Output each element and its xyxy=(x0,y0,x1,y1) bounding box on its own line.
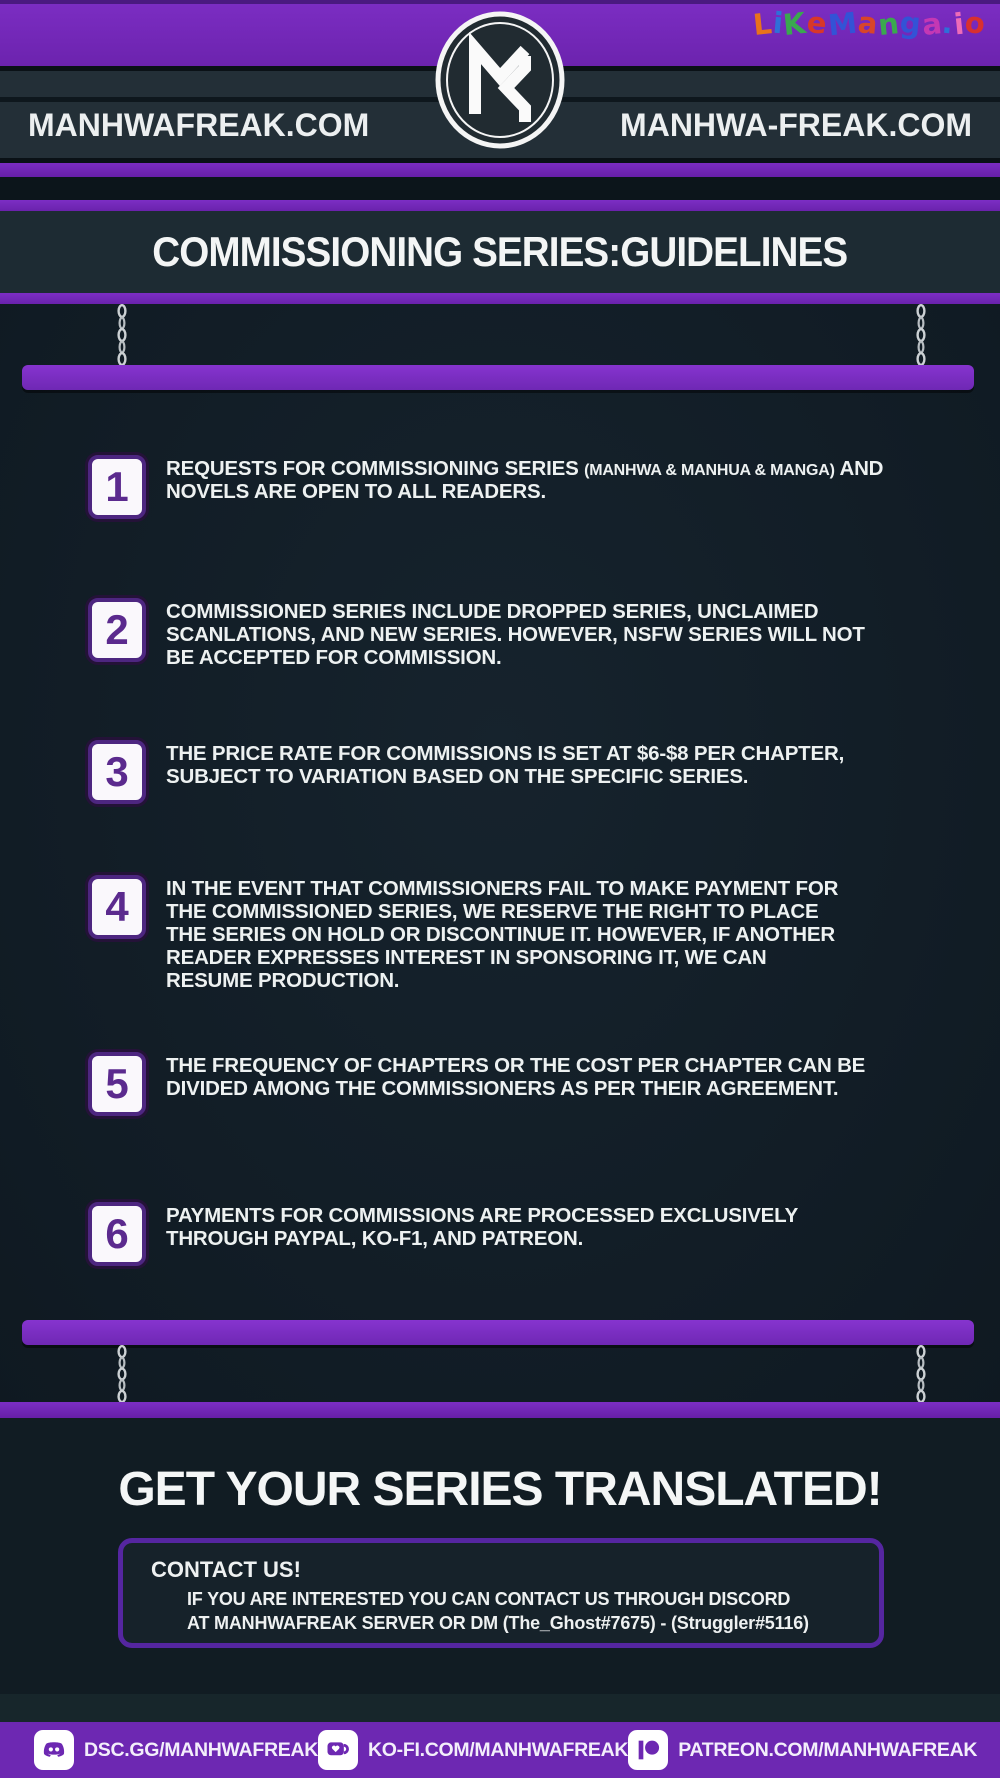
guideline-item xyxy=(88,1052,960,1116)
left-domain-text: MANHWAFREAK.COM xyxy=(28,107,370,143)
hanging-bar-top xyxy=(22,365,974,390)
patreon-icon xyxy=(628,1730,668,1770)
guideline-item xyxy=(88,598,960,670)
item-number-badge: 1 xyxy=(88,455,146,519)
patreon-link[interactable] xyxy=(628,1730,977,1770)
item-number-badge: 3 xyxy=(88,740,146,804)
guidelines-board xyxy=(0,304,1000,1418)
watermark-letter: a xyxy=(856,5,880,41)
watermark-letter: . xyxy=(940,5,956,41)
page-title: COMMISSIONING SERIES:GUIDELINES xyxy=(152,228,848,275)
manhwafreak-logo-icon xyxy=(433,8,567,152)
title-banner xyxy=(0,200,1000,304)
item-number-badge: 2 xyxy=(88,598,146,662)
contact-box xyxy=(118,1538,884,1648)
guideline-item xyxy=(88,455,960,519)
watermark-letter: n xyxy=(876,5,902,43)
watermark-letter: g xyxy=(898,5,923,41)
item-text-main: REQUESTS FOR COMMISSIONING SERIES xyxy=(166,457,585,480)
hanging-bar-bottom xyxy=(22,1320,974,1345)
title-band xyxy=(0,211,1000,293)
watermark-letter: M xyxy=(826,5,860,43)
watermark-letter: a xyxy=(919,6,944,42)
item-text: PAYMENTS FOR COMMISSIONS ARE PROCESSED EXCLUSIVELY THROUGH PAYPAL, KO-F1, AND PATREON. xyxy=(166,1204,798,1250)
right-domain-text: MANHWA-FREAK.COM xyxy=(620,107,972,143)
item-number-badge: 6 xyxy=(88,1202,146,1266)
guideline-item xyxy=(88,875,960,993)
footer xyxy=(0,1418,1000,1778)
chain-icon xyxy=(116,304,128,366)
chain-icon xyxy=(915,304,927,366)
kofi-link-label: KO-FI.COM/MANHWAFREAK xyxy=(368,1738,629,1761)
contact-line: IF YOU ARE INTERESTED YOU CAN CONTACT US THROUGH DISCORD xyxy=(187,1589,791,1609)
cta-heading: GET YOUR SERIES TRANSLATED! xyxy=(118,1463,882,1516)
contact-title: CONTACT US! xyxy=(151,1557,301,1582)
discord-icon xyxy=(34,1730,74,1770)
purple-underline-stripe xyxy=(0,163,1000,177)
watermark-letter: K xyxy=(781,5,809,43)
item-text: IN THE EVENT THAT COMMISSIONERS FAIL TO MAKE PAYMENT FOR THE COMMISSIONED SERIES, WE RESERVE THE RIGHT TO PLACE THE SERIES ON HOLD OR DISCONTINUE IT. HOWEVER, IF ANOTHER READER EXPRESSES INTEREST IN SPONSORING IT, WE CAN RESUME PRODUCTION. xyxy=(166,877,839,992)
kofi-link[interactable] xyxy=(318,1730,628,1770)
item-text: THE FREQUENCY OF CHAPTERS OR THE COST PER CHAPTER CAN BE DIVIDED AMONG THE COMMISSIONERS AS PER THEIR AGREEMENT. xyxy=(166,1054,866,1100)
watermark-letter: i xyxy=(952,6,967,42)
title-stripe-bottom xyxy=(0,293,1000,304)
item-number-badge: 4 xyxy=(88,875,146,939)
discord-link-label: DSC.GG/MANHWAFREAK xyxy=(84,1738,319,1761)
contact-line: AT MANHWAFREAK SERVER OR DM (The_Ghost#7675) - (Struggler#5116) xyxy=(187,1613,809,1633)
guideline-item xyxy=(88,1202,960,1266)
item-number-badge: 5 xyxy=(88,1052,146,1116)
kofi-icon xyxy=(318,1730,358,1770)
item-text-main: AND NOVELS ARE OPEN TO ALL READERS. xyxy=(166,457,884,503)
footer-links-bar xyxy=(0,1722,1000,1778)
watermark-letter: e xyxy=(805,5,830,41)
title-stripe-top xyxy=(0,200,1000,211)
item-text xyxy=(166,455,916,504)
chain-icon xyxy=(915,1345,927,1403)
watermark-letter: L xyxy=(751,6,775,42)
watermark-letter: i xyxy=(771,5,785,41)
header xyxy=(0,0,1000,200)
chain-icon xyxy=(116,1345,128,1403)
footer-divider-band xyxy=(0,1694,1000,1722)
site-watermark xyxy=(751,5,988,43)
patreon-link-label: PATREON.COM/MANHWAFREAK xyxy=(678,1738,978,1761)
item-text-parenthetical: (MANHWA & MANHUA & MANGA) xyxy=(584,462,835,479)
item-text: COMMISSIONED SERIES INCLUDE DROPPED SERIES, UNCLAIMED SCANLATIONS, AND NEW SERIES. HOWEVER, NSFW SERIES WILL NOT BE ACCEPTED FOR COMMISSION. xyxy=(166,600,865,669)
bottom-purple-stripe xyxy=(0,1402,1000,1418)
discord-link[interactable] xyxy=(34,1730,318,1770)
item-text: THE PRICE RATE FOR COMMISSIONS IS SET AT $6-$8 PER CHAPTER, SUBJECT TO VARIATION BASED ON THE SPECIFIC SERIES. xyxy=(166,742,845,788)
guideline-item xyxy=(88,740,960,804)
watermark-letter: o xyxy=(963,5,988,41)
